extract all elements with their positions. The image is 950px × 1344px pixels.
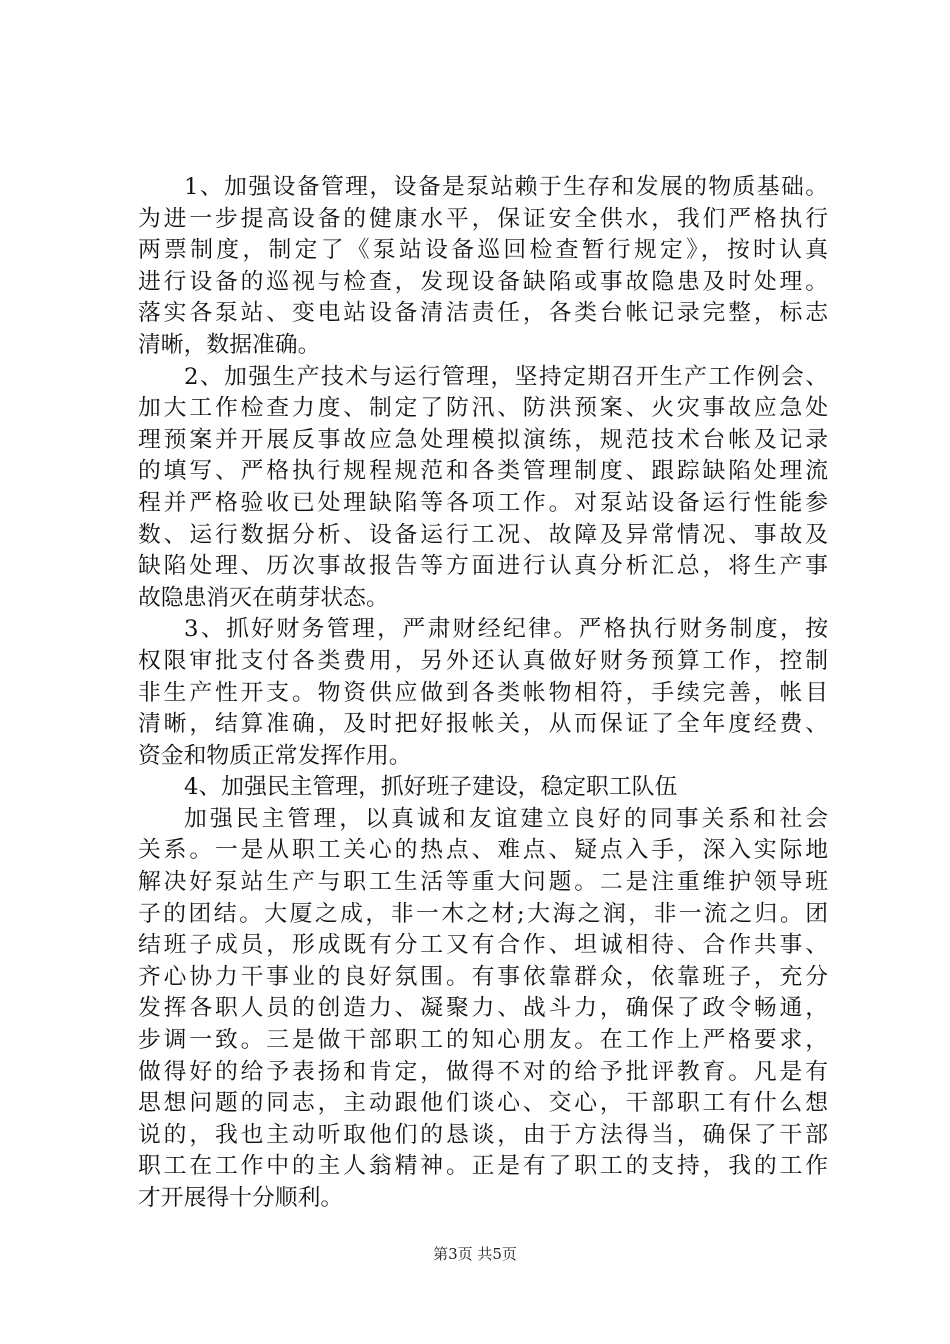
text-line: 资金和物质正常发挥作用。 [138, 742, 412, 769]
text-line: 做得好的给予表扬和肯定，做得不对的给予批评教育。凡是有 [138, 1058, 828, 1085]
text-line: 4、加强民主管理，抓好班子建设，稳定职工队伍 [184, 774, 678, 801]
text-line: 为进一步提高设备的健康水平，保证安全供水，我们严格执行 [138, 205, 828, 232]
text-line: 进行设备的巡视与检查，发现设备缺陷或事故隐患及时处理。 [138, 268, 828, 295]
text-line: 数、运行数据分析、设备运行工况、故障及异常情况、事故及 [138, 521, 828, 548]
paragraph [138, 172, 828, 362]
text-line: 落实各泵站、变电站设备清洁责任，各类台帐记录完整，标志 [138, 300, 828, 327]
document-body [138, 172, 828, 1215]
text-line: 1、加强设备管理，设备是泵站赖于生存和发展的物质基础。 [184, 174, 828, 200]
text-line: 结班子成员，形成既有分工又有合作、坦诚相待、合作共事、 [138, 932, 828, 959]
paragraph [138, 804, 828, 1215]
paragraph [138, 614, 828, 772]
text-line: 清晰，结算准确，及时把好报帐关，从而保证了全年度经费、 [138, 711, 828, 738]
text-line: 的填写、严格执行规程规范和各类管理制度、跟踪缺陷处理流 [138, 458, 828, 485]
text-line: 才开展得十分顺利。 [138, 1185, 344, 1211]
text-line: 职工在工作中的主人翁精神。正是有了职工的支持，我的工作 [138, 1153, 828, 1180]
text-line: 齐心协力干事业的良好氛围。有事依靠群众，依靠班子，充分 [138, 963, 828, 990]
text-line: 说的，我也主动听取他们的恳谈，由于方法得当，确保了干部 [138, 1121, 828, 1148]
text-line: 加大工作检查力度、制定了防汛、防洪预案、火灾事故应急处 [138, 395, 828, 422]
text-line: 故隐患消灭在萌芽状态。 [138, 584, 389, 611]
text-line: 3、抓好财务管理，严肃财经纪律。严格执行财务制度，按 [184, 616, 828, 643]
text-line: 清晰，数据准确。 [138, 331, 321, 358]
paragraph [138, 772, 828, 804]
text-line: 缺陷处理、历次事故报告等方面进行认真分析汇总，将生产事 [138, 553, 828, 580]
text-line: 子的团结。大厦之成，非一木之材;大海之润，非一流之归。团 [138, 900, 828, 927]
text-line: 关系。一是从职工关心的热点、难点、疑点入手，深入实际地 [138, 837, 828, 864]
text-line: 非生产性开支。物资供应做到各类帐物相符，手续完善，帐目 [138, 679, 828, 706]
text-line: 加强民主管理，以真诚和友谊建立良好的同事关系和社会 [184, 805, 828, 832]
text-line: 发挥各职人员的创造力、凝聚力、战斗力，确保了政令畅通， [138, 995, 828, 1022]
text-line: 2、加强生产技术与运行管理，坚持定期召开生产工作例会、 [184, 363, 828, 390]
text-line: 权限审批支付各类费用，另外还认真做好财务预算工作，控制 [138, 647, 828, 674]
text-line: 程并严格验收已处理缺陷等各项工作。对泵站设备运行性能参 [138, 489, 828, 516]
text-line: 步调一致。三是做干部职工的知心朋友。在工作上严格要求， [138, 1027, 828, 1054]
text-line: 思想问题的同志，主动跟他们谈心、交心，干部职工有什么想 [138, 1090, 828, 1117]
text-line: 两票制度，制定了《泵站设备巡回检查暂行规定》，按时认真 [138, 237, 828, 264]
paragraph [138, 362, 828, 615]
text-line: 解决好泵站生产与职工生活等重大问题。二是注重维护领导班 [138, 869, 828, 896]
page-footer: 第3页 共5页 [433, 1245, 517, 1263]
text-line: 理预案并开展反事故应急处理模拟演练，规范技术台帐及记录 [138, 426, 828, 453]
